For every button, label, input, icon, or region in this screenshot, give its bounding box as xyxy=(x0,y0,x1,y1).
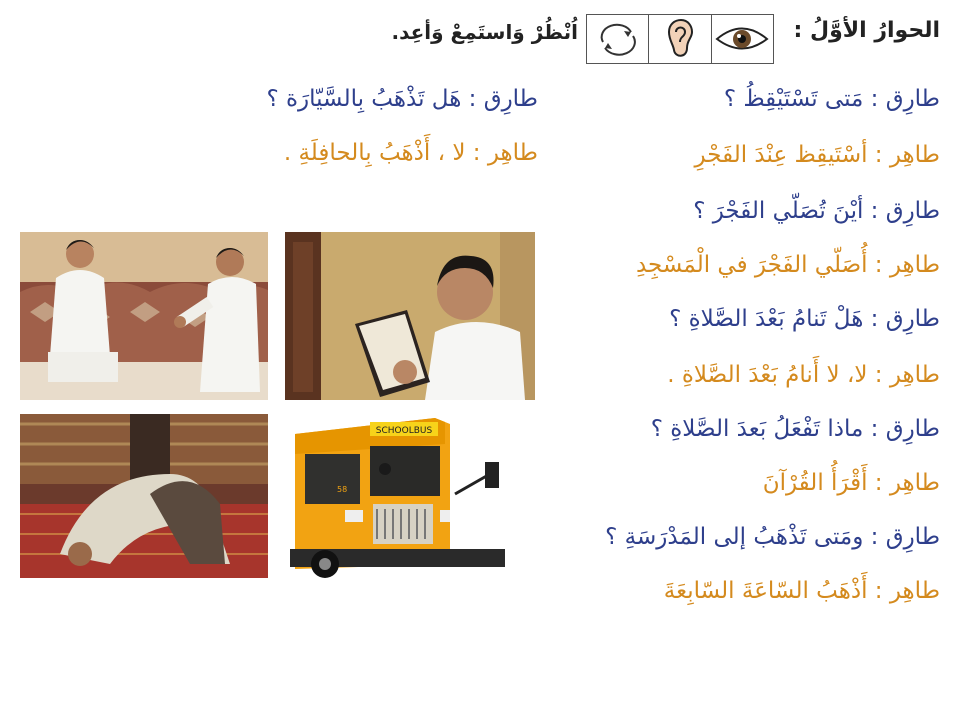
repeat-arrows-icon xyxy=(595,22,641,56)
ear-cell xyxy=(648,15,710,63)
instruction-text: اُنْظُرْ وَاستَمِعْ وَأعِد. xyxy=(391,20,578,44)
photo-prayer xyxy=(20,414,268,578)
dialogue-right-line-5: طارِق : هَلْ تَنامُ بَعْدَ الصَّلاةِ ؟ xyxy=(669,306,940,332)
photo-school-bus xyxy=(285,414,535,578)
repeat-cell xyxy=(587,15,648,63)
dialogue-right-line-9: طارِق : ومَتى تَذْهَبُ إلى المَدْرَسَةِ ؟ xyxy=(605,524,940,550)
eye-icon xyxy=(715,24,769,54)
dialogue-right-line-6: طاهِر : لا، لا أَنامُ بَعْدَ الصَّلاةِ . xyxy=(667,362,940,388)
eye-cell xyxy=(711,15,773,63)
instruction-icons xyxy=(586,14,774,64)
dialogue-right-line-2: طاهِر : أسْتَيقِظ عِنْدَ الفَجْرِ xyxy=(694,142,940,168)
bus-sign-text: SCHOOLBUS xyxy=(375,426,433,436)
bus-number-text: 58 xyxy=(337,485,348,494)
dialogue-right-line-3: طارِق : أيْنَ تُصَلّي الفَجْرَ ؟ xyxy=(693,198,940,224)
ear-icon xyxy=(665,18,695,60)
dialogue-right-line-10: طاهِر : أَذْهَبُ السّاعَةَ السّابِعَةَ xyxy=(663,578,940,604)
photo-reading xyxy=(285,232,535,400)
dialogue-right-line-8: طاهِر : أَقْرَأُ القُرْآنَ xyxy=(762,470,940,496)
dialogue-left-line-1: طارِق : هَل تَذْهَبُ بِالسَّيّارَة ؟ xyxy=(266,86,538,112)
lesson-title: الحوارُ الأوَّلُ : xyxy=(793,18,940,43)
dialogue-right-line-1: طارِق : مَتى تَسْتَيْقِظُ ؟ xyxy=(723,86,940,112)
dialogue-left-line-2: طاهِر : لا ، أَذْهَبُ بِالحافِلَةِ . xyxy=(283,140,538,166)
photo-conversation xyxy=(20,232,268,400)
dialogue-right-line-7: طارِق : ماذا تَفْعَلُ بَعدَ الصَّلاةِ ؟ xyxy=(650,416,940,442)
dialogue-right-line-4: طاهِر : أُصَلّي الفَجْرَ في الْمَسْجِدِ xyxy=(635,252,940,278)
